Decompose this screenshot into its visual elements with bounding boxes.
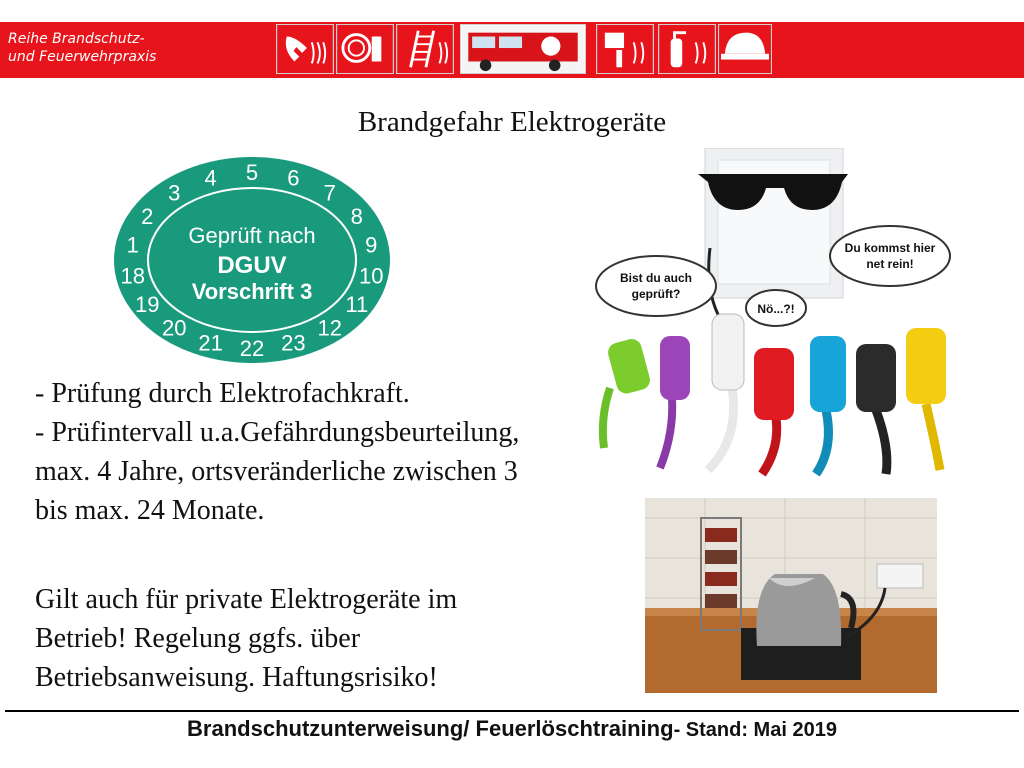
plug-yellow — [906, 328, 946, 470]
speech-bubble-middle — [746, 290, 806, 326]
ladder-icon — [396, 24, 454, 74]
badge-number: 20 — [161, 315, 187, 341]
body-line-5: Gilt auch für private Elektrogeräte im — [35, 584, 458, 615]
plugs-illustration — [590, 148, 960, 478]
badge-number: 5 — [245, 160, 259, 185]
svg-text:Bist du auch: Bist du auch — [619, 271, 693, 285]
badge-number: 2 — [141, 204, 154, 229]
badge-number: 10 — [358, 263, 384, 289]
svg-text:Nö...?!: Nö...?! — [757, 302, 795, 316]
badge-number: 12 — [317, 315, 343, 341]
plug-red — [754, 348, 794, 474]
badge-line3: Vorschrift 3 — [191, 279, 313, 304]
footer-stand: - Stand: Mai 2019 — [673, 719, 837, 741]
svg-text:net rein!: net rein! — [866, 257, 914, 271]
badge-number: 8 — [350, 204, 363, 229]
hose-reel-icon — [336, 24, 394, 74]
plug-blue — [810, 336, 846, 474]
badge-number: 1 — [126, 232, 139, 258]
slide-title: Brandgefahr Elektrogeräte — [357, 106, 667, 138]
badge-number: 4 — [204, 165, 217, 191]
badge-number: 9 — [365, 232, 378, 258]
footer-main: Brandschutzunterweisung/ Feuerlöschtraining — [187, 716, 674, 741]
badge-number: 11 — [345, 292, 369, 317]
body-line-2: - Prüfintervall u.a.Gefährdungsbeurteilung, — [35, 417, 520, 448]
badge-number: 18 — [120, 263, 146, 289]
series-label: Reihe Brandschutz- und Feuerwehrpraxis — [8, 31, 157, 65]
kettle-photo — [645, 498, 937, 693]
badge-number: 21 — [198, 330, 223, 356]
dguv-inspection-badge — [112, 155, 392, 365]
fire-truck-icon — [460, 24, 586, 74]
svg-text:Du kommst hier: Du kommst hier — [844, 241, 936, 255]
plug-white — [708, 314, 744, 470]
plug-green — [603, 337, 652, 448]
svg-text:geprüft?: geprüft? — [631, 287, 681, 301]
footer-divider — [5, 710, 1019, 712]
plug-purple — [660, 336, 690, 468]
badge-number: 6 — [287, 165, 300, 191]
phone-icon — [276, 24, 334, 74]
body-line-7: Betriebsanweisung. Haftungsrisiko! — [35, 662, 438, 693]
plug-black — [856, 344, 896, 474]
speech-bubble-right — [830, 226, 950, 286]
badge-line2: DGUV — [217, 252, 287, 279]
body-line-6: Betrieb! Regelung ggfs. über — [35, 623, 361, 654]
footer — [0, 716, 1024, 742]
speech-bubble-left — [596, 256, 716, 316]
body-line-1: - Prüfung durch Elektrofachkraft. — [35, 378, 410, 409]
fire-extinguisher-icon — [658, 24, 716, 74]
fire-helmet-icon — [718, 24, 772, 74]
badge-number: 22 — [239, 336, 265, 361]
badge-number: 7 — [323, 180, 336, 206]
body-line-4: bis max. 24 Monate. — [35, 495, 265, 526]
fire-alarm-button-icon — [596, 24, 654, 74]
body-line-3: max. 4 Jahre, ortsveränderliche zwischen 3 — [35, 456, 518, 487]
badge-number: 3 — [168, 180, 181, 206]
badge-number: 19 — [134, 292, 160, 317]
badge-line1: Geprüft nach — [188, 223, 316, 248]
header-banner — [0, 22, 1024, 78]
badge-number: 23 — [281, 330, 306, 356]
